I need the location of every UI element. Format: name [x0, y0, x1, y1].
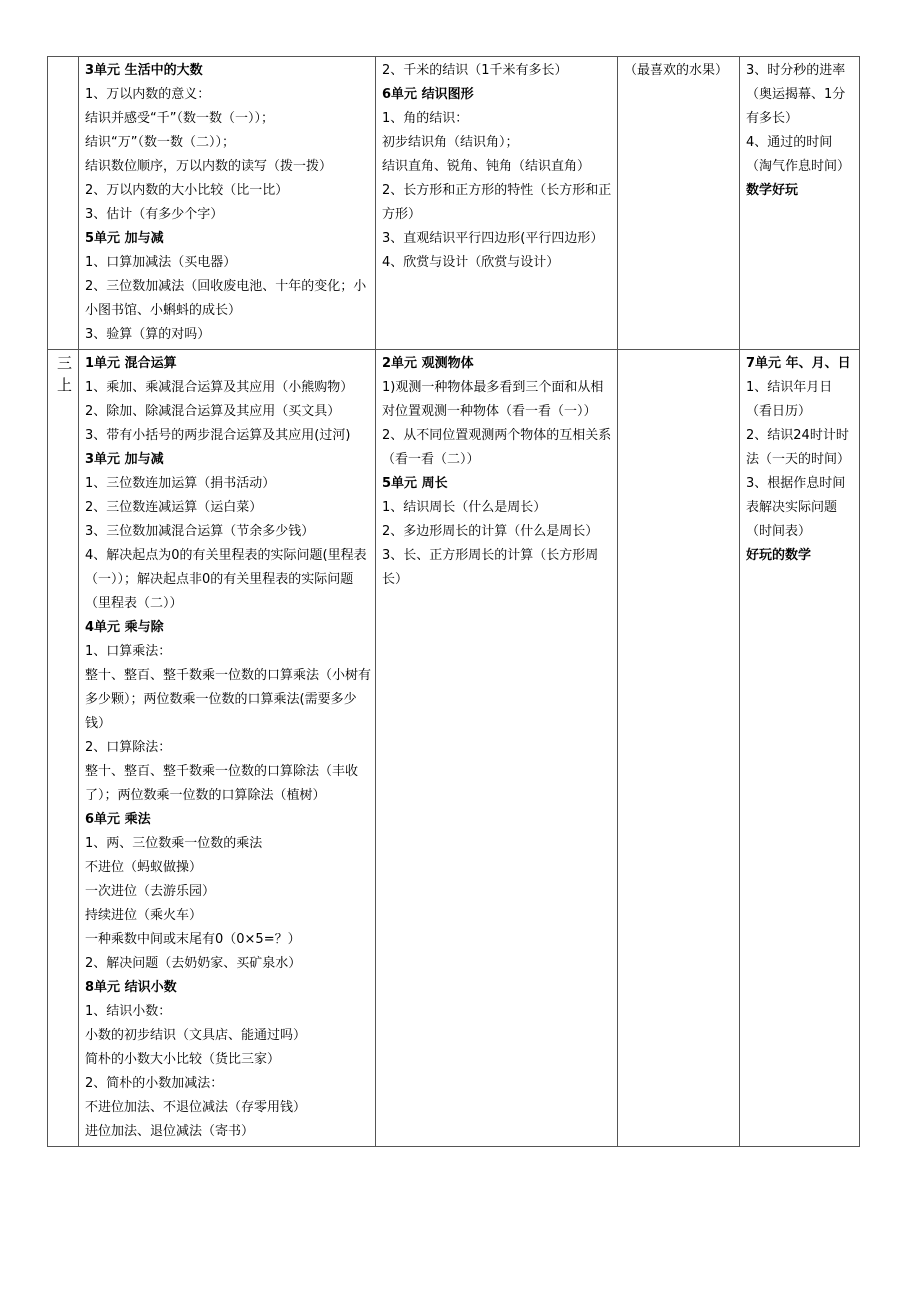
list-item: 结识直角、锐角、钝角（结识直角） — [382, 159, 591, 174]
unit-heading: 6单元 乘法 — [85, 812, 151, 827]
list-item: 2、三位数加减法（回收废电池、十年的变化；小小图书馆、小蝌蚪的成长） — [85, 279, 367, 318]
unit-heading: 6单元 结识图形 — [382, 87, 474, 102]
list-item: 1、结识小数： — [85, 1004, 172, 1019]
list-item: 1、口算加减法（买电器） — [85, 255, 237, 270]
list-item: 结识并感受“千”（数一数（一））； — [85, 111, 274, 126]
content-cell-2 — [376, 350, 618, 1147]
list-item: 2、长方形和正方形的特性（长方形和正方形） — [382, 183, 612, 222]
list-item: 1、口算乘法： — [85, 644, 172, 659]
content-cell-1 — [79, 57, 376, 350]
content-cell-4 — [740, 57, 860, 350]
list-item: （最喜欢的水果） — [624, 63, 729, 78]
list-item: 4、欣赏与设计（欣赏与设计） — [382, 255, 560, 270]
list-item: 2、从不同位置观测两个物体的互相关系（看一看（二）） — [382, 428, 612, 467]
list-item: 3、长、正方形周长的计算（长方形周长） — [382, 548, 599, 587]
list-item: 结识“万”（数一数（二））； — [85, 135, 235, 150]
list-item: 1、结识周长（什么是周长） — [382, 500, 547, 515]
list-item: 2、口算除法： — [85, 740, 172, 755]
list-item: 3、估计（有多少个字） — [85, 207, 224, 222]
list-item: 2、除加、除减混合运算及其应用（买文具） — [85, 404, 341, 419]
unit-heading: 3单元 生活中的大数 — [85, 63, 203, 78]
list-item: 一种乘数中间或末尾有0（0×5=？） — [85, 932, 301, 947]
list-item: 一次进位（去游乐园） — [85, 884, 216, 899]
unit-heading: 好玩的数学 — [746, 548, 812, 563]
list-item: 结识数位顺序，万以内数的读写（拨一拨） — [85, 159, 333, 174]
list-item: 1、万以内数的意义： — [85, 87, 211, 102]
unit-heading: 2单元 观测物体 — [382, 356, 474, 371]
list-item: 不进位（蚂蚁做操） — [85, 860, 203, 875]
list-item: 初步结识角（结识角）； — [382, 135, 519, 150]
list-item: 1)观测一种物体最多看到三个面和从相对位置观测一种物体（看一看（一）） — [382, 380, 604, 419]
list-item: 3、带有小括号的两步混合运算及其应用(过河) — [85, 428, 351, 443]
list-item: 2、千米的结识（1千米有多长） — [382, 63, 568, 78]
unit-heading: 3单元 加与减 — [85, 452, 164, 467]
list-item: 4、通过的时间（淘气作息时间） — [746, 135, 851, 174]
curriculum-table — [47, 56, 860, 1147]
list-item: 不进位加法、不退位减法（存零用钱） — [85, 1100, 307, 1115]
list-item: 1、三位数连加运算（捐书活动） — [85, 476, 276, 491]
list-item: 4、解决起点为0的有关里程表的实际问题(里程表（一））；解决起点非0的有关里程表的实际问题（里程表（二）） — [85, 548, 367, 611]
list-item: 2、解决问题（去奶奶家、买矿泉水） — [85, 956, 302, 971]
grade-label: 三上 — [56, 354, 72, 394]
unit-heading: 5单元 周长 — [382, 476, 448, 491]
grade-cell — [48, 350, 79, 1147]
list-item: 1、角的结识： — [382, 111, 469, 126]
list-item: 3、时分秒的进率（奥运揭幕、1分有多长） — [746, 63, 846, 126]
list-item: 持续进位（乘火车） — [85, 908, 203, 923]
list-item: 进位加法、退位减法（寄书） — [85, 1124, 255, 1139]
list-item: 2、多边形周长的计算（什么是周长） — [382, 524, 599, 539]
list-item: 2、三位数连减运算（运白菜） — [85, 500, 263, 515]
grade-cell — [48, 57, 79, 350]
list-item: 1、结识年月日（看日历） — [746, 380, 833, 419]
list-item: 2、结识24时计时法（一天的时间） — [746, 428, 851, 467]
unit-heading: 5单元 加与减 — [85, 231, 164, 246]
content-cell-1 — [79, 350, 376, 1147]
list-item: 2、万以内数的大小比较（比一比） — [85, 183, 289, 198]
content-cell-4 — [740, 350, 860, 1147]
unit-heading: 数学好玩 — [746, 183, 799, 198]
list-item: 小数的初步结识（文具店、能通过吗） — [85, 1028, 307, 1043]
table-row — [48, 57, 860, 350]
unit-heading: 1单元 混合运算 — [85, 356, 177, 371]
unit-heading: 4单元 乘与除 — [85, 620, 164, 635]
list-item: 1、两、三位数乘一位数的乘法 — [85, 836, 263, 851]
list-item: 2、简朴的小数加减法： — [85, 1076, 224, 1091]
list-item: 1、乘加、乘减混合运算及其应用（小熊购物） — [85, 380, 354, 395]
table-row — [48, 350, 860, 1147]
list-item: 3、验算（算的对吗） — [85, 327, 211, 342]
list-item: 整十、整百、整千数乘一位数的口算乘法（小树有多少颗）；两位数乘一位数的口算乘法(需要多少钱） — [85, 668, 372, 731]
list-item: 3、三位数加减混合运算（节余多少钱） — [85, 524, 315, 539]
list-item: 3、直观结识平行四边形(平行四边形） — [382, 231, 604, 246]
unit-heading: 8单元 结识小数 — [85, 980, 177, 995]
unit-heading: 7单元 年、月、日 — [746, 356, 851, 371]
list-item: 简朴的小数大小比较（货比三家） — [85, 1052, 281, 1067]
list-item: 3、根据作息时间表解决实际问题（时间表） — [746, 476, 846, 539]
content-cell-3 — [618, 57, 740, 350]
content-cell-3 — [618, 350, 740, 1147]
content-cell-2 — [376, 57, 618, 350]
list-item: 整十、整百、整千数乘一位数的口算除法（丰收了）；两位数乘一位数的口算除法（植树） — [85, 764, 359, 803]
